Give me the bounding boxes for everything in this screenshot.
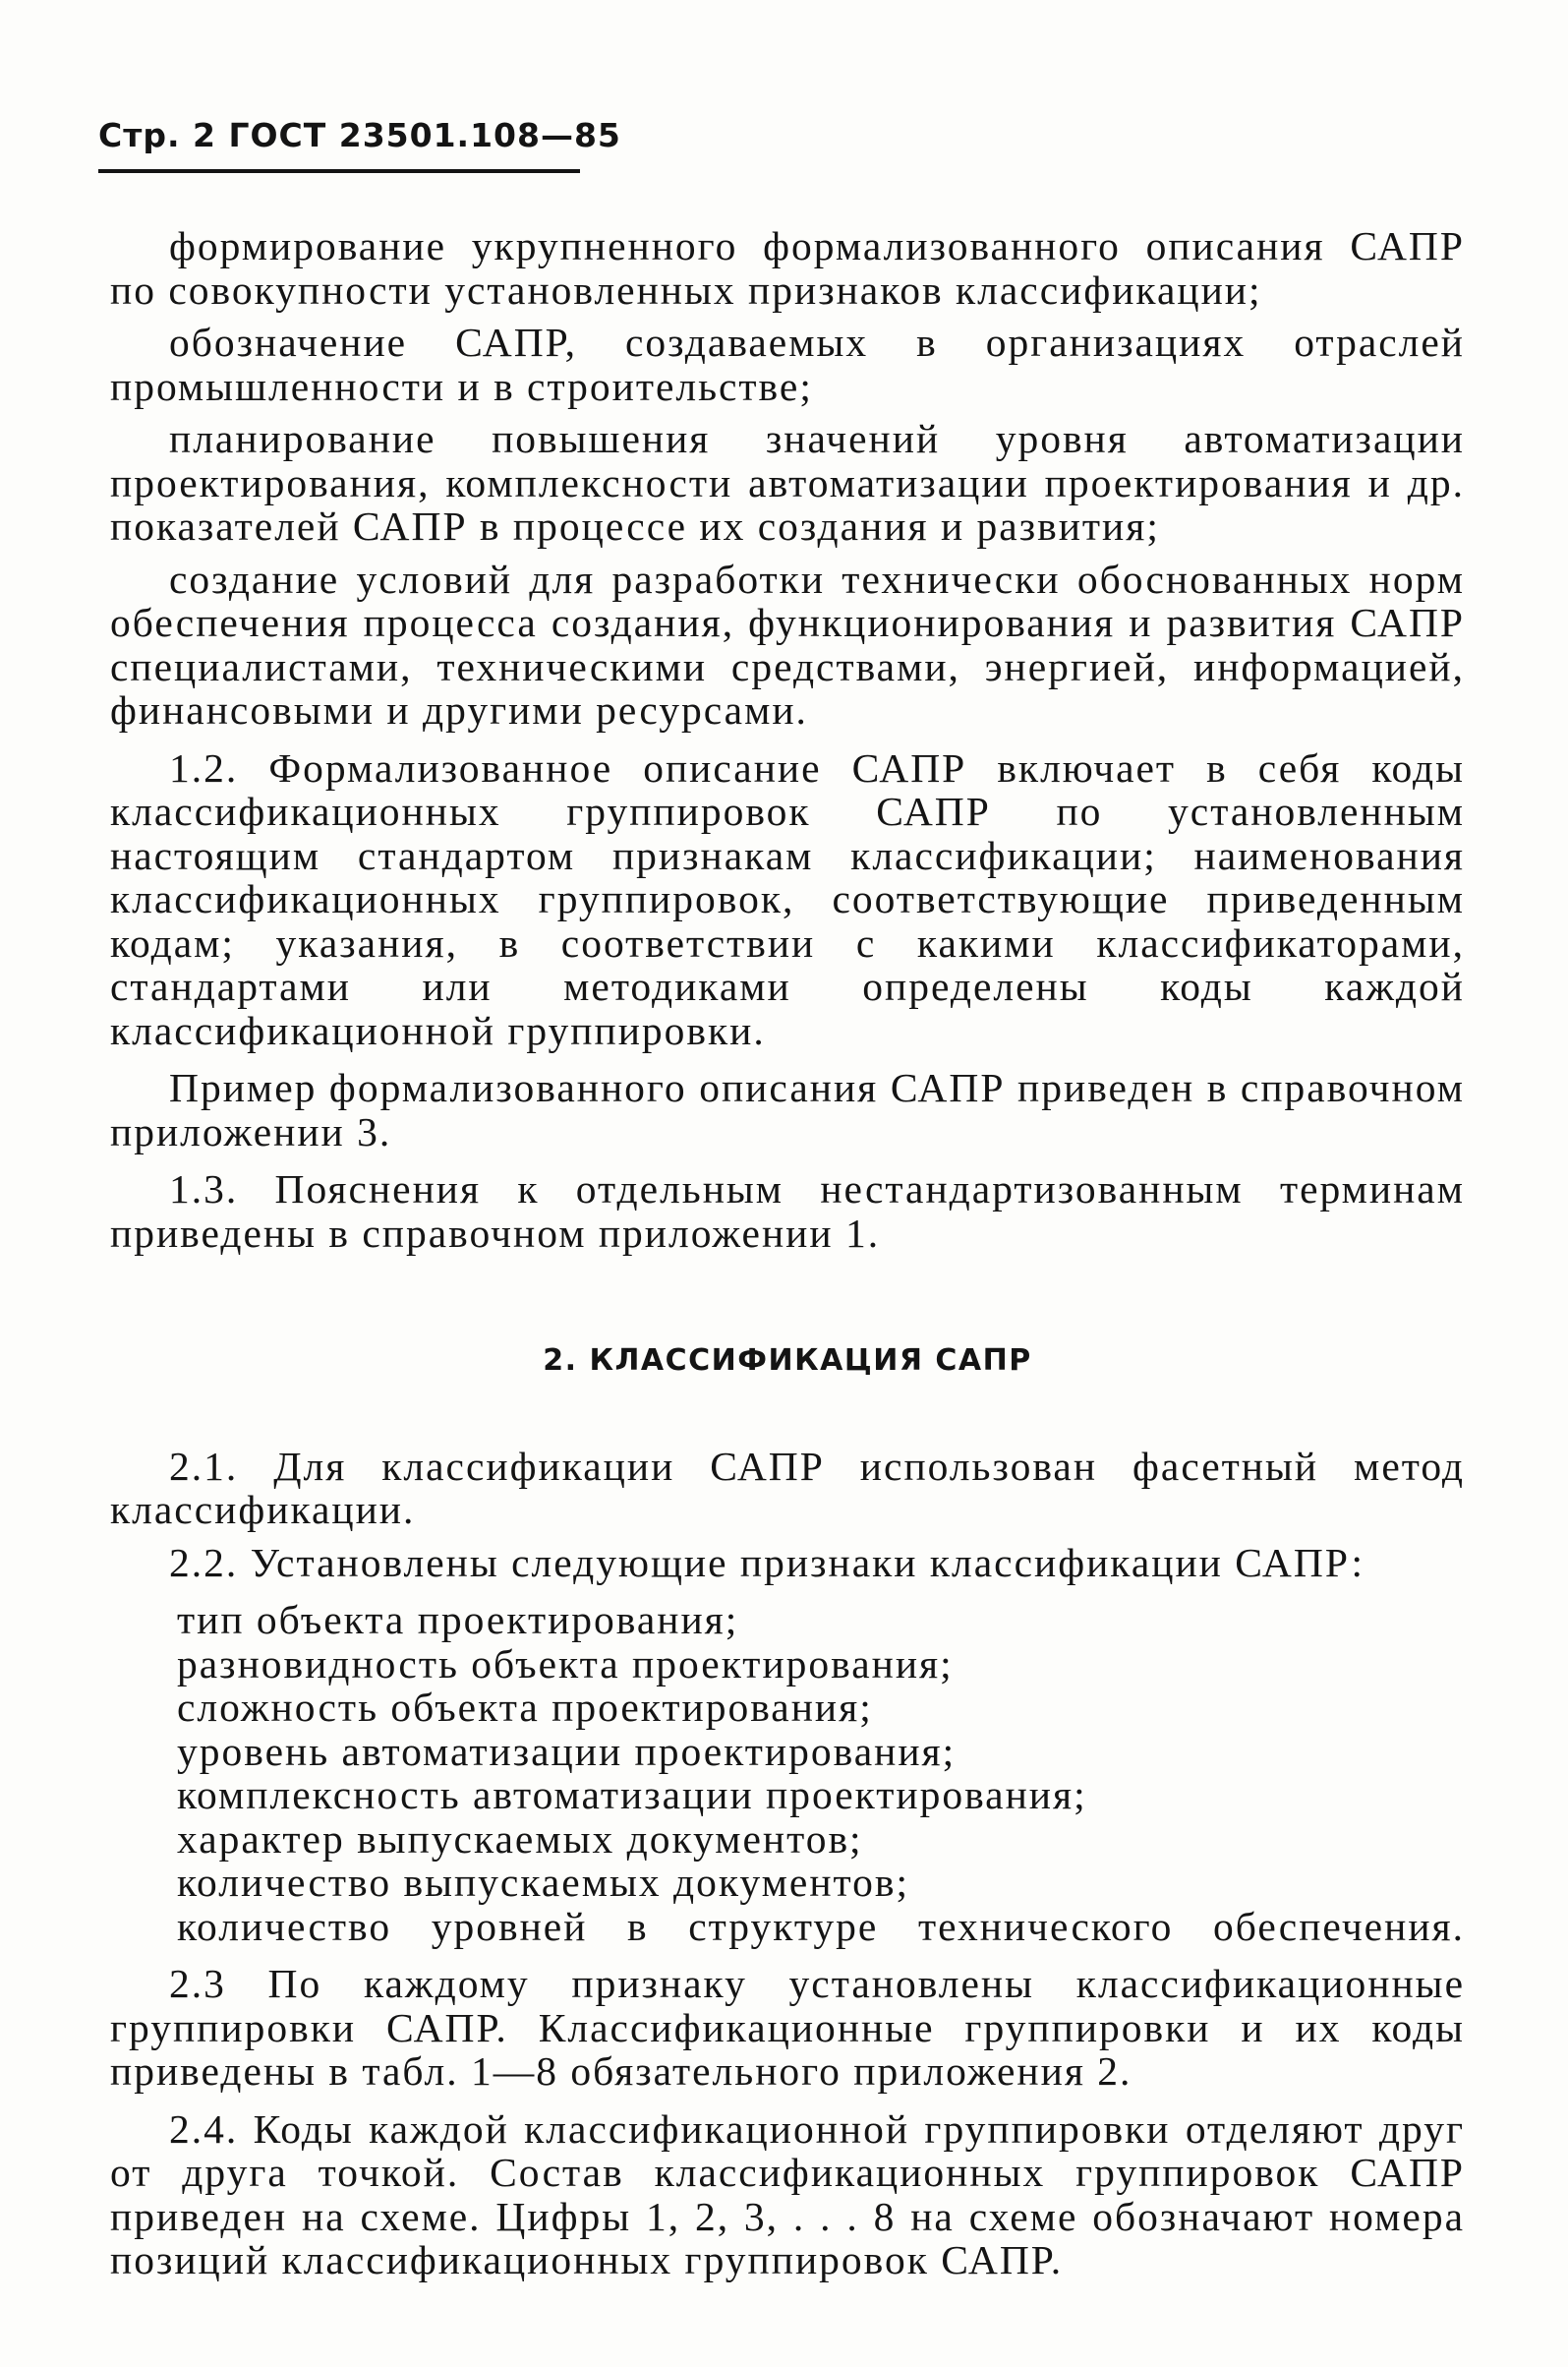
paragraph-2-4: 2.4. Коды каждой классификационной группировки отделяют друг от друга точкой. Состав классификационных группировок САПР приведен на схеме. Цифры 1, 2, 3, . . . 8 на схеме обозначают номера позиций классификационных группировок САПР. (110, 2105, 1465, 2282)
paragraph-example-note: Пример формализованного описания САПР приведен в справочном приложении 3. (110, 1065, 1465, 1154)
paragraph: формирование укрупненного формализованного описания САПР по совокупности установленных признаков классификации; (110, 223, 1465, 313)
list-item: уровень автоматизации проектирования; (177, 1728, 957, 1774)
paragraph: создание условий для разработки технически обоснованных норм обеспечения процесса создания, функционирования и развития САПР специалистами, техническими средствами, энергией, информацией, финансовыми и другими ресурсами. (110, 556, 1465, 733)
document-body (110, 224, 1465, 2282)
list-item: характер выпускаемых документов; (177, 1815, 863, 1862)
list-item: количество уровней в структуре технического обеспечения. (177, 1903, 1465, 1949)
classification-criteria-list (177, 1598, 1465, 1948)
paragraph-2-3: 2.3 По каждому признаку установлены классификационные группировки САПР. Классификационные группировки и их коды приведены в табл. 1—8 обязательного приложения 2. (110, 1961, 1465, 2094)
page-header: Стр. 2 ГОСТ 23501.108—85 (98, 116, 621, 154)
paragraph-2-1: 2.1. Для классификации САПР использован фасетный метод классификации. (110, 1443, 1465, 1532)
paragraph-2-2: 2.2. Установлены следующие признаки классификации САПР: (169, 1539, 1365, 1585)
section-title: 2. КЛАССИФИКАЦИЯ САПР (543, 1343, 1032, 1378)
list-item: тип объекта проектирования; (177, 1597, 739, 1642)
paragraph-1-2: 1.2. Формализованное описание САПР включает в себя коды классификационных группировок САПР по установленным настоящим стандартом признакам классификации; наименования классификационных группировок, соответствующие приведенным кодам; указания, в соответствии с какими классификаторами, стандартами или методиками определены коды каждой классификационной группировки. (110, 744, 1465, 1053)
header-rule (98, 169, 580, 173)
list-item: количество выпускаемых документов; (177, 1860, 909, 1905)
paragraph-1-3: 1.3. Пояснения к отдельным нестандартизованным терминам приведены в справочном приложении 1. (110, 1166, 1465, 1256)
list-item: комплексность автоматизации проектирования; (177, 1772, 1087, 1817)
paragraph: обозначение САПР, создаваемых в организациях отраслей промышленности и в строительстве; (110, 320, 1465, 409)
list-item: сложность объекта проектирования; (177, 1685, 873, 1730)
list-item: разновидность объекта проектирования; (177, 1640, 954, 1686)
paragraph: планирование повышения значений уровня автоматизации проектирования, комплексности автоматизации проектирования и др. показателей САПР в процессе их создания и развития; (110, 416, 1465, 549)
